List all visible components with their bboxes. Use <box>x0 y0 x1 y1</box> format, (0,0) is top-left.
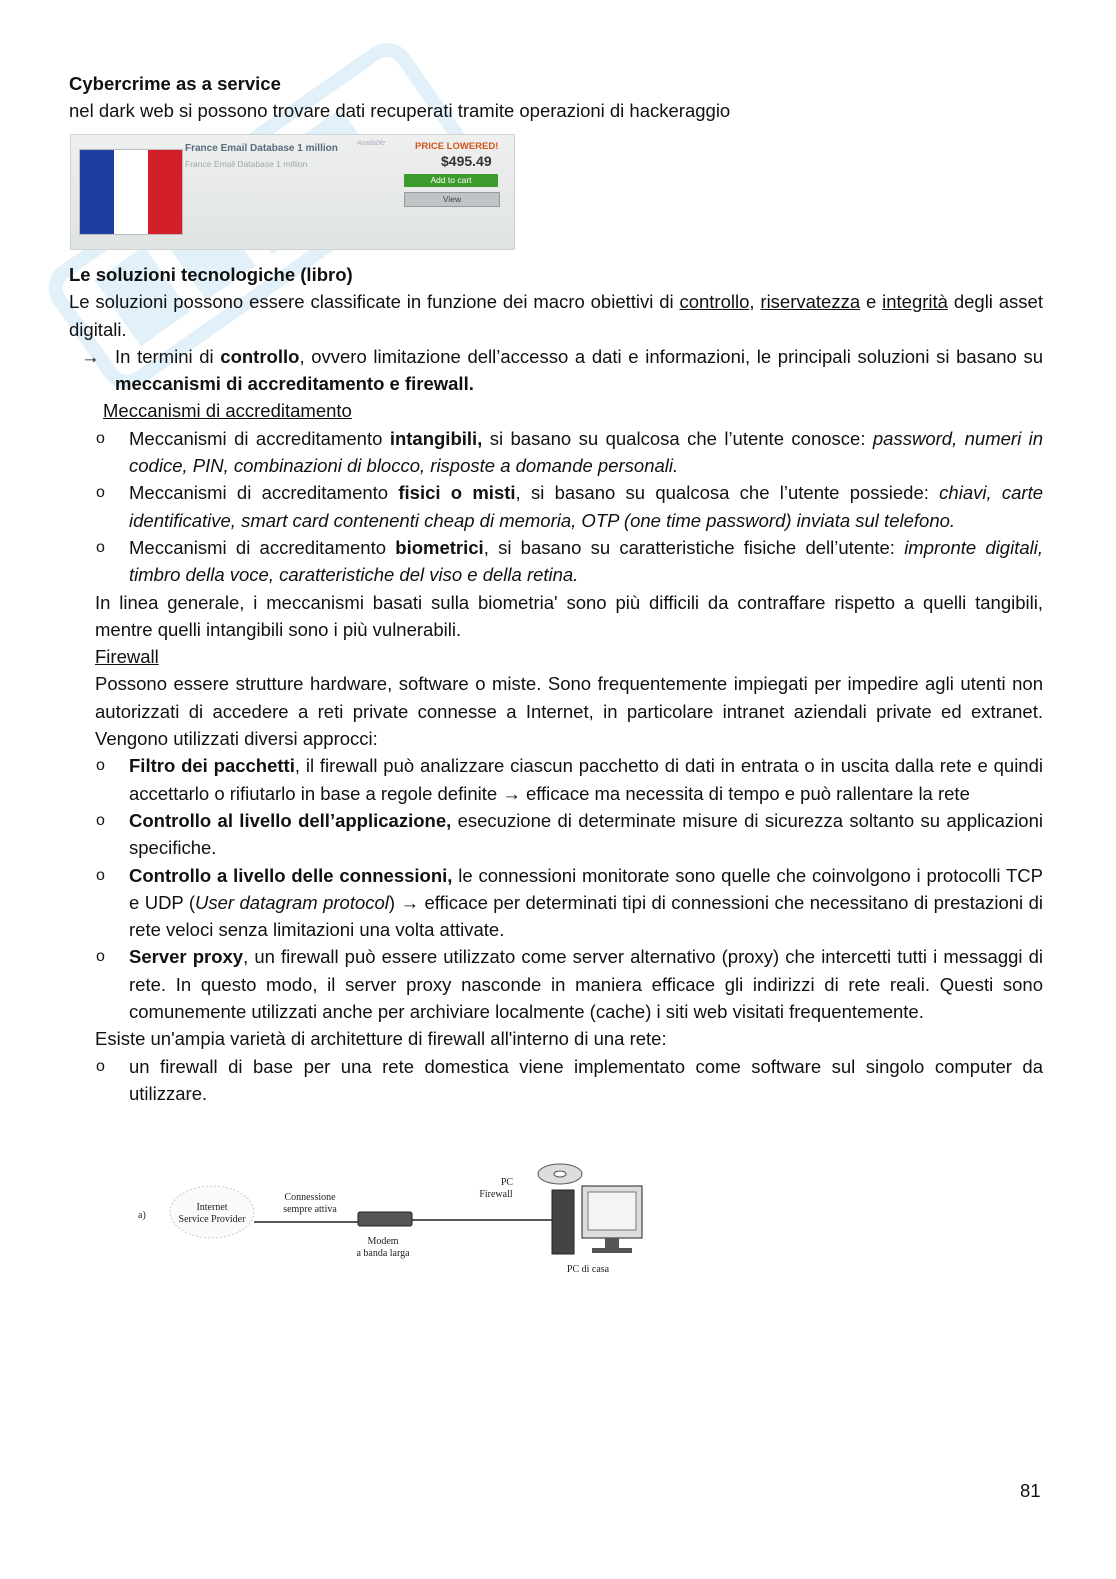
section-soluzioni <box>69 261 1043 1107</box>
section-title-cybercrime: Cybercrime as a service <box>69 73 281 94</box>
item-bold: Controllo al livello dell’applicazione, <box>129 809 452 831</box>
accreditamento-summary: In linea generale, i meccanismi basati sulla biometria' sono più difficili da contraffare rispetto a quelli tangibili, mentre quelli intangibili sono i più vulnerabili. <box>95 591 1043 640</box>
list-item <box>69 1053 1043 1108</box>
intro-and: e <box>860 291 883 313</box>
keyword-integrita: integrità <box>882 291 948 313</box>
item-italic: User datagram protocol <box>195 891 389 913</box>
product-price: $495.49 <box>441 153 492 169</box>
arrow-text-2: , ovvero limitazione dell’accesso a dati e informazioni, le principali soluzioni si basano su <box>299 345 1043 367</box>
item-text: le connessioni monitorate sono quelle che coinvolgono i protocolli TCP e UDP ( <box>129 864 1043 913</box>
price-lowered-badge: PRICE LOWERED! <box>415 141 499 152</box>
modem-label-2: a banda larga <box>356 1248 410 1259</box>
bullet-marker: o <box>96 1057 105 1075</box>
item-text-tail: efficace ma necessita di tempo e può rallentare la rete <box>520 782 970 804</box>
bullet-marker: o <box>96 484 105 502</box>
arrow-bold-text: meccanismi di accreditamento e firewall. <box>115 373 474 395</box>
controllo-arrow-item <box>69 343 1043 398</box>
section-title-soluzioni: Le soluzioni tecnologiche (libro) <box>69 264 353 285</box>
item-lead: Meccanismi di accreditamento <box>129 536 396 558</box>
item-italic: impronte digitali, timbro della voce, caratteristiche del viso e della retina. <box>129 536 1043 586</box>
list-item <box>69 479 1043 534</box>
item-italic: chiavi, carte identificative, smart card contenenti cheap di memoria, OTP (one time password) inviata sul telefono. <box>129 482 1044 531</box>
arrow-keyword: controllo <box>220 345 300 367</box>
firewall-intro: Possono essere strutture hardware, software o miste. Sono frequentemente impiegati per impedire agli utenti non autorizzati di accedere a reti private connesse a Internet, in particolare intranet aziendali private ed extranet. Vengono utilizzati diversi approcci: <box>95 673 1043 750</box>
item-bold: Controllo a livello delle connessioni, <box>129 864 453 886</box>
heading-accreditamento: Meccanismi di accreditamento <box>103 400 352 422</box>
bullet-marker: o <box>96 866 105 884</box>
architecture-intro: Esiste un'ampia varietà di architetture di firewall all'interno di una rete: <box>95 1028 667 1050</box>
item-text: , si basano su caratteristiche fisiche dell’utente: <box>483 536 905 558</box>
list-item <box>69 425 1043 480</box>
item-text: un firewall di base per una rete domestica viene implementato come software sul singolo computer da utilizzare. <box>129 1055 1043 1104</box>
item-text: , il firewall può analizzare ciascun pacchetto di dati in entrata o in uscita dalla rete e quindi accettarlo o rifiutarlo in base a regole definite <box>129 755 1043 804</box>
connection-label-1: Connessione <box>284 1192 336 1203</box>
item-text-close: ) <box>388 891 401 913</box>
view-button: View <box>404 192 500 207</box>
modem-label-1: Modem <box>367 1236 399 1247</box>
item-lead: Meccanismi di accreditamento <box>129 427 390 449</box>
list-item <box>69 943 1043 1025</box>
bullet-marker: o <box>96 948 105 966</box>
add-to-cart-button: Add to cart <box>404 174 498 187</box>
arrow-marker: → <box>502 782 521 804</box>
intro-tail: degli asset digitali. <box>69 291 1043 340</box>
pc-label: PC di casa <box>566 1264 610 1275</box>
list-item <box>69 752 1043 807</box>
connection-label-2: sempre attiva <box>283 1204 337 1215</box>
item-lead: Meccanismi di accreditamento <box>129 482 399 504</box>
modem-icon <box>358 1212 412 1226</box>
item-text: , si basano su qualcosa che l’utente possiede: <box>515 482 940 504</box>
item-text: , un firewall può essere utilizzato come server alternativo (proxy) che intercetti tutti i messaggi di rete. In questo modo, il server proxy nasconde in maniera efficace gli indirizzi di rete reali. Questi sono comunemente utilizzati anche per archiviare localmente (cache) i siti web visitati frequentemente. <box>129 946 1044 1023</box>
cybercrime-intro: nel dark web si possono trovare dati recuperati tramite operazioni di hackeraggio <box>69 100 731 122</box>
item-text-tail: efficace per determinati tipi di connessioni che necessitano di prestazioni di rete veloci senza limitazioni una volta attivate. <box>129 891 1043 941</box>
list-item <box>69 807 1043 862</box>
item-bold: intangibili, <box>389 427 483 449</box>
list-item <box>69 534 1043 589</box>
section-cybercrime <box>69 70 1043 125</box>
firewall-label-1: PC <box>500 1177 514 1188</box>
item-text: si basano su qualcosa che l’utente conosce: <box>482 427 873 449</box>
availability-label: Available <box>357 140 386 147</box>
item-italic: password, numeri in codice, PIN, combinazioni di blocco, risposte a domande personali. <box>129 427 1044 477</box>
item-text: esecuzione di determinate misure di sicurezza soltanto su applicazioni specifiche. <box>129 809 1043 859</box>
arrow-marker: → <box>81 345 100 367</box>
intro-text: Le soluzioni possono essere classificate in funzione dei macro obiettivi di <box>69 291 680 313</box>
product-subtitle: France Email Database 1 million <box>185 159 308 169</box>
bullet-marker: o <box>96 429 105 447</box>
list-item <box>69 862 1043 944</box>
arrow-marker: → <box>400 891 420 913</box>
product-name: France Email Database 1 million <box>185 143 338 154</box>
firewall-label-2: Firewall <box>479 1189 513 1200</box>
home-firewall-diagram <box>130 1160 650 1280</box>
dark-web-listing-screenshot <box>70 134 515 250</box>
keyword-controllo: controllo <box>679 291 750 313</box>
item-bold: Server proxy <box>129 946 244 968</box>
diagram-label-a: a) <box>138 1210 146 1221</box>
item-bold: fisici o misti <box>398 482 516 504</box>
isp-label-2: Service Provider <box>178 1214 246 1225</box>
france-flag-image <box>79 149 183 235</box>
intro-comma: , <box>749 291 761 313</box>
isp-label-1: Internet <box>196 1202 228 1213</box>
page-number: 81 <box>1020 1480 1041 1501</box>
bullet-marker: o <box>96 538 105 556</box>
item-bold: biometrici <box>395 536 484 558</box>
bullet-marker: o <box>96 757 105 775</box>
heading-firewall: Firewall <box>95 646 159 668</box>
pc-tower-icon <box>552 1190 574 1254</box>
soluzioni-intro <box>69 288 1043 343</box>
bullet-marker: o <box>96 811 105 829</box>
arrow-text: In termini di <box>115 345 221 367</box>
keyword-riservatezza: riservatezza <box>760 291 861 313</box>
item-bold: Filtro dei pacchetti <box>129 755 295 777</box>
